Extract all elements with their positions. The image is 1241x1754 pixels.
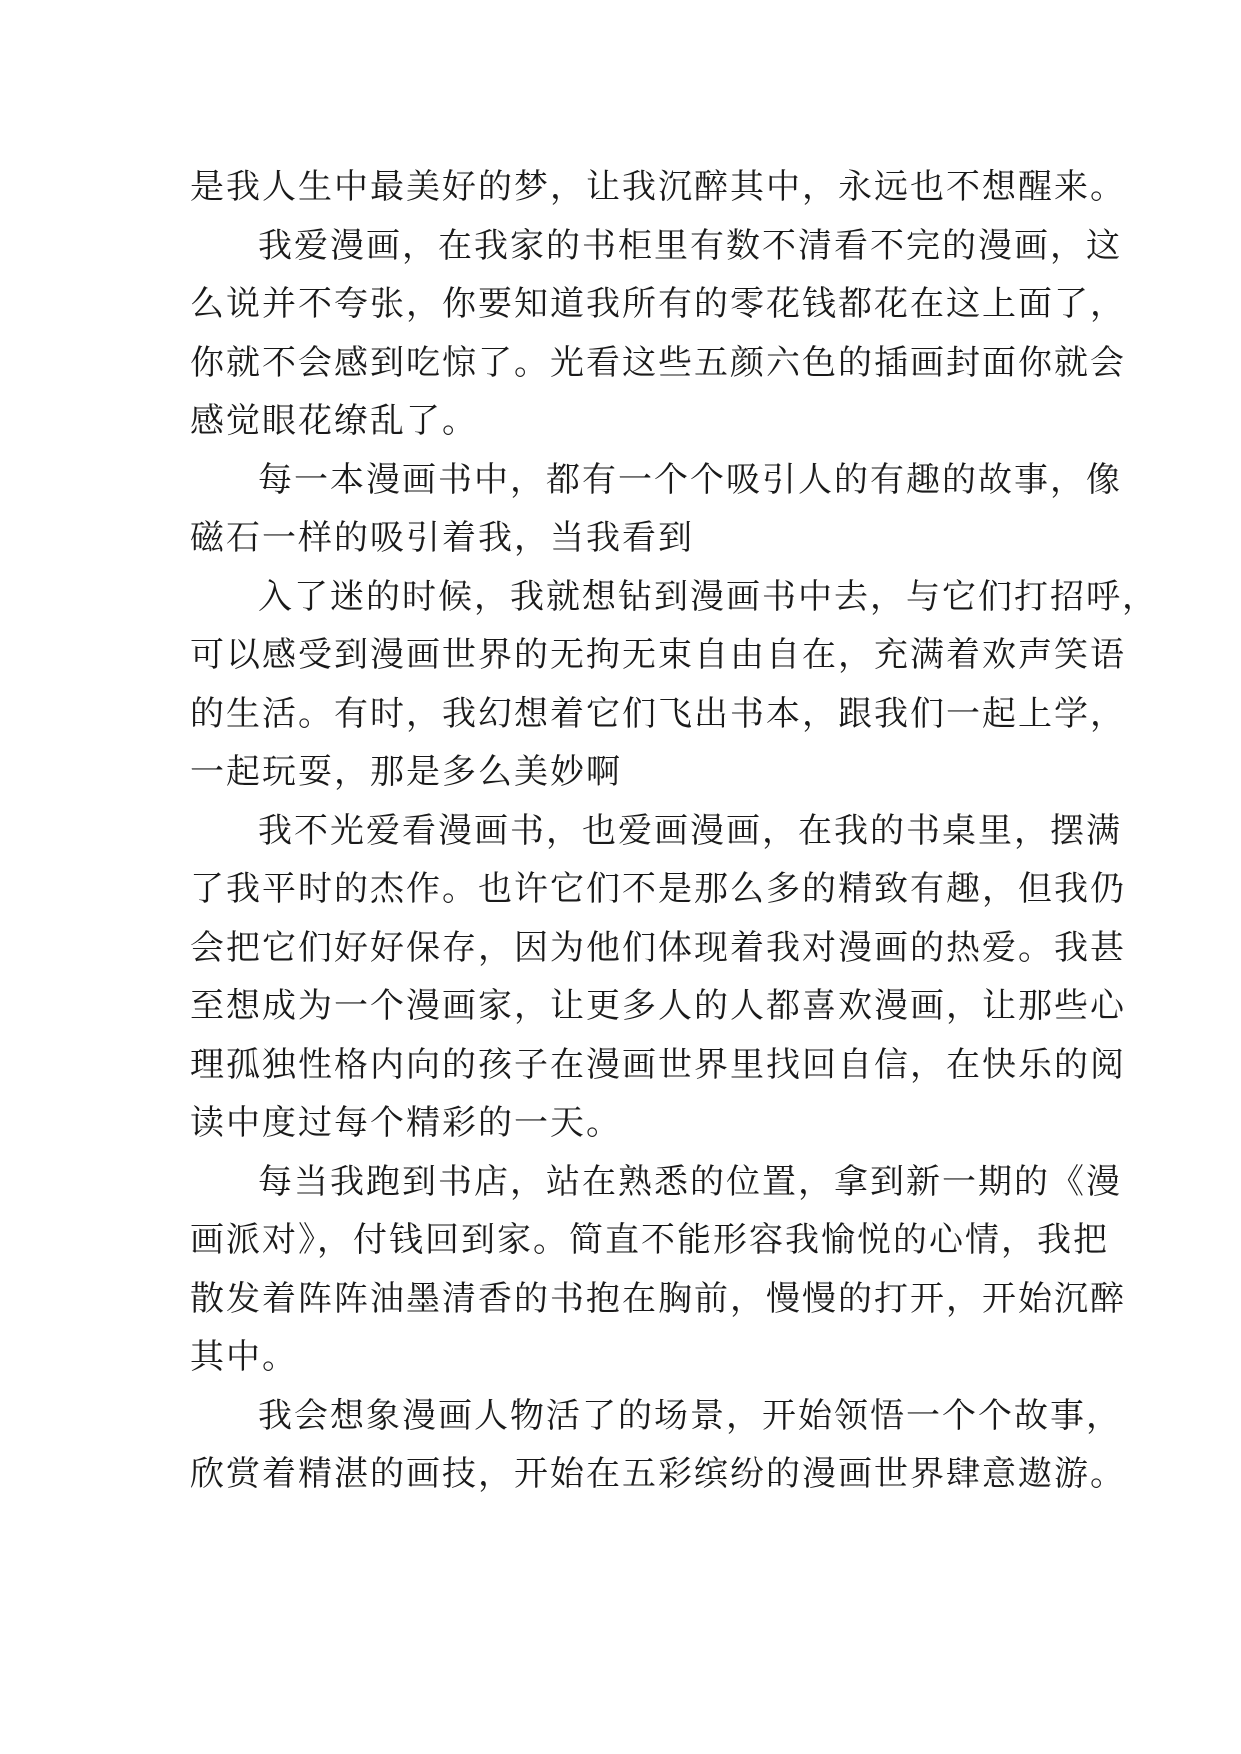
text-line: 的生活。有时，我幻想着它们飞出书本，跟我们一起上学， — [190, 693, 1126, 734]
text-line: 画派对》，付钱回到家。简直不能形容我愉悦的心情，我把 — [190, 1220, 1109, 1260]
text-line: 了我平时的杰作。也许它们不是那么多的精致有趣，但我仍 — [190, 869, 1126, 909]
text-line: 可以感受到漫画世界的无拘无束自由自在，充满着欢声笑语 — [190, 635, 1126, 675]
text-line: 磁石一样的吸引着我，当我看到 — [190, 518, 694, 558]
text-line: 理孤独性格内向的孩子在漫画世界里找回自信，在快乐的阅 — [190, 1044, 1126, 1085]
text-line: 入了迷的时候，我就想钻到漫画书中去，与它们打招呼， — [258, 576, 1158, 617]
text-line: 是我人生中最美好的梦，让我沉醉其中，永远也不想醒来。 — [190, 167, 1126, 207]
text-line: 每当我跑到书店，站在熟悉的位置，拿到新一期的《漫 — [258, 1161, 1122, 1202]
text-line: 其中。 — [190, 1337, 298, 1377]
text-line: 一起玩耍，那是多么美妙啊 — [190, 752, 622, 792]
text-line: 么说并不夸张，你要知道我所有的零花钱都花在这上面了， — [190, 284, 1126, 324]
text-line: 欣赏着精湛的画技，开始在五彩缤纷的漫画世界肆意遨游。 — [190, 1454, 1126, 1494]
text-line: 每一本漫画书中，都有一个个吸引人的有趣的故事，像 — [258, 459, 1122, 500]
text-line: 感觉眼花缭乱了。 — [190, 401, 478, 441]
text-line: 我会想象漫画人物活了的场景，开始领悟一个个故事， — [258, 1395, 1122, 1436]
text-line: 会把它们好好保存，因为他们体现着我对漫画的热爱。我甚 — [190, 927, 1126, 968]
text-line: 读中度过每个精彩的一天。 — [190, 1103, 622, 1143]
document-body — [190, 158, 1158, 1504]
text-line: 你就不会感到吃惊了。光看这些五颜六色的插画封面你就会 — [190, 342, 1126, 383]
text-line: 至想成为一个漫画家，让更多人的人都喜欢漫画，让那些心 — [190, 986, 1126, 1026]
text-line: 我不光爱看漫画书，也爱画漫画，在我的书桌里，摆满 — [258, 810, 1122, 851]
text-line: 散发着阵阵油墨清香的书抱在胸前，慢慢的打开，开始沉醉 — [190, 1278, 1126, 1319]
text-line: 我爱漫画，在我家的书柜里有数不清看不完的漫画，这 — [258, 225, 1122, 266]
